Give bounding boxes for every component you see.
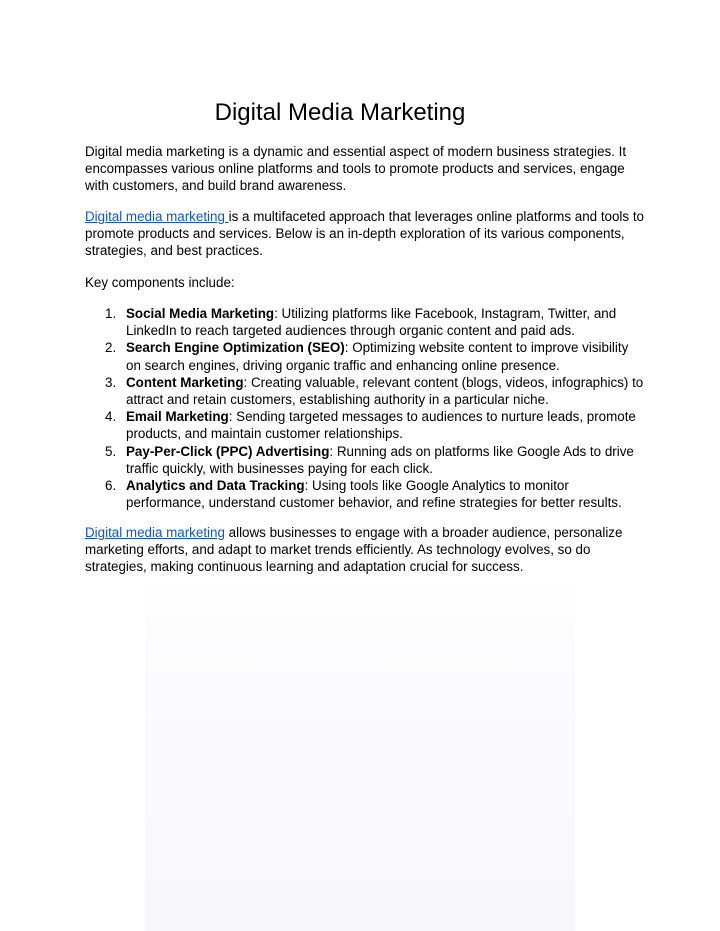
overview-paragraph <box>85 208 645 260</box>
list-number: 6. <box>105 478 117 494</box>
list-number: 2. <box>105 340 117 356</box>
closing-paragraph <box>85 524 645 576</box>
list-item <box>85 408 645 442</box>
list-number: 1. <box>105 306 117 321</box>
list-item <box>85 305 645 339</box>
list-number: 4. <box>105 409 117 425</box>
list-term: Search Engine Optimization (SEO) <box>126 340 345 356</box>
intro-paragraph: Digital media marketing is a dynamic and essential aspect of modern business strategies. It encompasses various online platforms and tools to promote products and services, engage with customers, and build brand awareness. <box>85 144 627 194</box>
page-title: Digital Media Marketing <box>214 99 466 126</box>
list-number: 3. <box>105 374 117 390</box>
list-description: : Sending targeted messages to audiences to nurture leads, promote products, and maintain customer relationships. <box>126 409 636 442</box>
list-term: Email Marketing <box>126 409 229 425</box>
digital-media-marketing-link-closing[interactable]: Digital media marketing <box>85 525 225 540</box>
list-term: Content Marketing <box>126 374 244 390</box>
list-description: : Creating valuable, relevant content (blogs, videos, infographics) to attract and retain customers, establishing authority in a particular niche. <box>126 374 644 408</box>
components-list <box>85 305 645 511</box>
list-description: : Running ads on platforms like Google Ads to drive traffic quickly, with businesses paying for each click. <box>126 443 634 476</box>
list-item <box>85 477 645 511</box>
list-term: Analytics and Data Tracking <box>126 478 305 494</box>
list-term: Social Media Marketing <box>126 306 275 321</box>
digital-media-marketing-link[interactable]: Digital media marketing <box>85 209 229 224</box>
list-term: Pay-Per-Click (PPC) Advertising <box>126 443 330 459</box>
components-heading: Key components include: <box>85 275 235 290</box>
list-item <box>85 374 645 408</box>
overview-text: is a multifaceted approach that leverages online platforms and tools to promote products and services. Below is an in-depth exploration of its various components, strategies, and best practices. <box>85 209 644 259</box>
list-description: : Optimizing website content to improve visibility on search engines, driving organic traffic and enhancing online presence. <box>126 340 629 373</box>
page-shadow <box>145 575 575 931</box>
list-number: 5. <box>105 443 117 459</box>
list-description: : Utilizing platforms like Facebook, Instagram, Twitter, and LinkedIn to reach targeted audiences through organic content and paid ads. <box>126 306 617 339</box>
list-item <box>85 339 645 373</box>
list-description: : Using tools like Google Analytics to monitor performance, understand customer behavior, and refine strategies for better results. <box>126 478 622 511</box>
list-item <box>85 443 645 477</box>
closing-text: allows businesses to engage with a broader audience, personalize marketing efforts, and adapt to market trends efficiently. As technology evolves, so do strategies, making continuous learning and adaptation crucial for success. <box>85 525 623 575</box>
